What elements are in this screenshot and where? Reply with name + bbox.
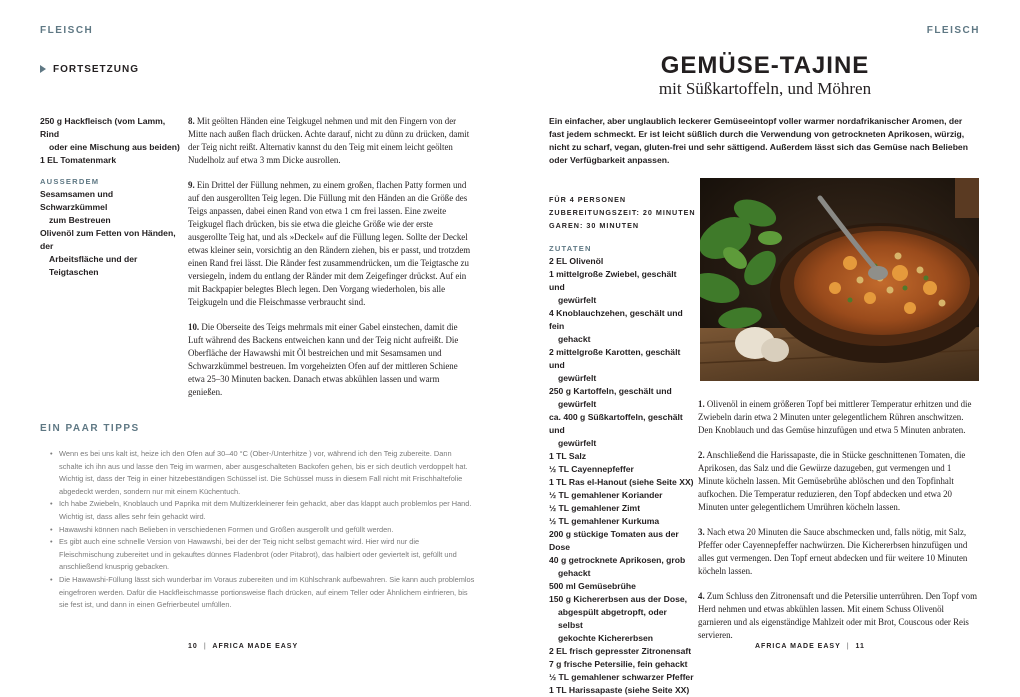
- ingredient-line: 7 g frische Petersilie, fein gehackt: [549, 659, 688, 669]
- right-ingredients: [549, 242, 694, 697]
- ingredient-line: oder eine Mischung aus beiden): [49, 142, 180, 152]
- ingredient-line: 4 Knoblauchzehen, geschält und fein: [549, 308, 683, 331]
- step-number: 1.: [698, 399, 705, 409]
- ingredient-line: 40 g getrocknete Aprikosen, grob: [549, 555, 686, 565]
- left-steps: [188, 115, 471, 411]
- step-text: Anschließend die Harissapaste, die in Stücke geschnittenen Tomaten, die Aprikosen, das Salz und die Gewürze dazugeben, gut vermengen und 1 Minute köcheln lassen. Mit Gemüsebrühe ablöschen und den Topfinhalt aufkochen. Die Temperatur reduzieren, den Topf abdecken und etwa 20 Minuten unter gelegentlichem Umrühren köcheln lassen.: [698, 450, 966, 512]
- left-ingredients: [40, 115, 180, 279]
- left-ingredient-list: [40, 115, 180, 167]
- step-paragraph: [698, 449, 978, 514]
- step-text: Die Oberseite des Teigs mehrmals mit einer Gabel einstechen, damit die Luft während des Backens entweichen kann und der Teig nicht aufreißt. Die Oberfläche der Hawawshi mit Öl bestreichen und mit Sesamsamen und Schwarzkümmel bestreuen. Im vorgeheizten Ofen auf der mittleren Schiene etwa 25–30 Minuten backen. Danach etwas abkühlen lassen und warm genießen.: [188, 322, 459, 397]
- ingredient-line: ½ TL gemahlener schwarzer Pfeffer: [549, 672, 694, 682]
- step-number: 3.: [698, 527, 705, 537]
- tip-item: • Hawawshi können nach Belieben in verschiedenen Formen und Größen ausgerollt und gefüllt werden.: [59, 524, 475, 537]
- right-section-header: FLEISCH: [926, 25, 980, 36]
- triangle-icon: [40, 65, 46, 73]
- step-text: Zum Schluss den Zitronensaft und die Petersilie unterrühren. Den Topf vom Herd nehmen und etwas abkühlen lassen. Mit einem Schuss Olivenöl garnieren und als eigenständige Mahlzeit oder mit Brot, Couscous oder Reis servieren.: [698, 591, 977, 640]
- ingredient-line: 2 EL Olivenöl: [549, 256, 604, 266]
- step-text: Mit geölten Händen eine Teigkugel nehmen und mit den Fingern von der Mitte nach außen flach drücken. Achte darauf, nicht zu dünn zu drücken, damit der Teig nicht reißt. Alternativ kannst du den Teig mit einem leicht geölten Nudelholz auf etwa 3 mm Dicke ausrollen.: [188, 116, 470, 165]
- ingredient-line: 1 EL Tomatenmark: [40, 155, 117, 165]
- ingredient-line: gekochte Kichererbsen: [558, 633, 654, 643]
- ingredient-line: Olivenöl zum Fetten von Händen, der: [40, 228, 176, 251]
- ingredient-line: 500 ml Gemüsebrühe: [549, 581, 636, 591]
- tip-item: • Die Hawawshi-Füllung lässt sich wunderbar im Voraus zubereiten und im Kühlschrank aufbewahren. Sie kann auch problemlos eingefroren werden. Dafür die Hackfleischmasse portionsweise flach drücken, auf einem Teller oder Ähnlichem einfrieren, bis sie fest ist, und dann in einen Gefrierbeutel umfüllen.: [59, 574, 475, 612]
- ingredient-line: gewürfelt: [558, 399, 597, 409]
- step-number: 4.: [698, 591, 705, 601]
- tip-item: • Wenn es bei uns kalt ist, heize ich den Ofen auf 30–40 °C (Ober-/Unterhitze ) vor, während ich den Teig zubereite. Dann schalte ich ihn aus und lasse den Teig im warmen, aber ausgeschalteten Backofen gehen, bis er sich deutlich verdoppelt hat. Wichtig ist, dass der Teig in einer hitzebeständigen Schüssel ist. Die Schüssel muss in diesem Fall nicht mit Frischhaltefolie abgedeckt werden, sondern nur mit einem Küchentuch.: [59, 448, 475, 498]
- step-text: Nach etwa 20 Minuten die Sauce abschmecken und, falls nötig, mit Salz, Pfeffer oder Cayennepfeffer nachwürzen. Die Kichererbsen hinzufügen und alles gut vermengen. Den Topf erneut abdecken und für weitere 10 Minuten köcheln lassen.: [698, 527, 968, 576]
- tip-item: • Ich habe Zwiebeln, Knoblauch und Paprika mit dem Multizerkleinerer fein gehackt, aber das klappt auch problemlos per Hand. Wichtig ist, dass alles sehr fein gehackt wird.: [59, 498, 475, 523]
- step-paragraph: [698, 398, 978, 437]
- recipe-subtitle: mit Süßkartoffeln, und Möhren: [658, 79, 872, 98]
- step-number: 10.: [188, 322, 200, 332]
- step-paragraph: [698, 526, 978, 578]
- ingredient-line: gehackt: [558, 568, 591, 578]
- step-text: Ein Drittel der Füllung nehmen, zu einem großen, flachen Patty formen und auf den ausgerollten Teig legen. Die Füllung mit den Händen an die Größe des Teigs anpassen, dabei einen Rand von etwa 1 cm frei lassen. Eine zweite Teigkugel flach drücken, bis sie etwa die gleiche Größe wie der erste ausgerollte Teig hat, und als »Deckel« auf die Füllung legen. Sollte der Deckel etwas kleiner sein, vorsichtig an den Rändern ziehen, bis er passt, und trotzdem einen Rand frei lässt. Die Ränder fest zusammendrücken, um die Teigtasche zu versiegeln, indem du entlang der Ränder mit dem Zeigefinger drückst. Auf ein mit Backpapier belegtes Blech legen. Den Vorgang wiederholen, bis alle Teigkugeln und die Fleischmasse verbraucht sind.: [188, 180, 471, 307]
- step-paragraph: [698, 590, 978, 642]
- extra-heading: AUSSERDEM: [40, 177, 100, 186]
- recipe-title: GEMÜSE-TAJINE: [660, 52, 870, 79]
- right-ingredient-list: [549, 255, 694, 697]
- continued-label: [40, 64, 139, 75]
- left-footer: 10 | AFRICA MADE EASY: [188, 643, 299, 650]
- ingredient-line: 1 TL Ras el-Hanout (siehe Seite XX): [549, 477, 694, 487]
- step-text: Olivenöl in einem größeren Topf bei mittlerer Temperatur erhitzen und die Zwiebeln darin etwa 2 Minuten unter gelegentlichem Rühren anschwitzen. Den Knoblauch und das Gemüse hinzufügen und etwa 5 Minuten anbraten.: [698, 399, 972, 435]
- ingredient-line: 250 g Hackfleisch (vom Lamm, Rind: [40, 116, 166, 139]
- step-number: 2.: [698, 450, 705, 460]
- extra-ingredient-list: [40, 188, 180, 279]
- ingredient-line: gehackt: [558, 334, 591, 344]
- ingredient-line: ca. 400 g Süßkartoffeln, geschält und: [549, 412, 683, 435]
- ingredient-line: 250 g Kartoffeln, geschält und: [549, 386, 672, 396]
- ingredient-line: 150 g Kichererbsen aus der Dose,: [549, 594, 688, 604]
- ingredient-line: 1 TL Harissapaste (siehe Seite XX): [549, 685, 690, 695]
- left-book-title: AFRICA MADE EASY: [212, 643, 299, 650]
- step-paragraph: [188, 321, 471, 399]
- right-footer: AFRICA MADE EASY | 11: [755, 643, 865, 650]
- tips-heading: EIN PAAR TIPPS: [40, 423, 140, 434]
- tajine-photo-illustration: [700, 178, 979, 381]
- servings: FÜR 4 PERSONEN: [549, 195, 627, 204]
- ingredients-heading: ZUTATEN: [549, 244, 592, 253]
- continued-text: FORTSETZUNG: [53, 64, 139, 75]
- tip-item: • Es gibt auch eine schnelle Version von Hawawshi, bei der der Teig nicht selbst gemacht wird. Hier wird nur die Fleischmischung zubereitet und in gekauftes dünnes Fladenbrot (oder Pitabrot), das halbiert oder geviertelt ist, gefüllt und anschließend knusprig gebacken.: [59, 536, 475, 574]
- ingredient-line: ½ TL Cayennepfeffer: [549, 464, 634, 474]
- ingredient-line: ½ TL gemahlener Kurkuma: [549, 516, 660, 526]
- ingredient-line: 200 g stückige Tomaten aus der Dose: [549, 529, 679, 552]
- ingredient-line: gewürfelt: [558, 438, 597, 448]
- cook-time: GAREN: 30 MINUTEN: [549, 221, 640, 230]
- tips-list: [50, 448, 475, 612]
- ingredient-line: gewürfelt: [558, 373, 597, 383]
- recipe-photo: [700, 178, 979, 381]
- step-number: 8.: [188, 116, 195, 126]
- right-book-title: AFRICA MADE EASY: [755, 643, 841, 650]
- ingredient-line: 1 mittelgroße Zwiebel, geschält und: [549, 269, 677, 292]
- step-paragraph: [188, 115, 471, 167]
- ingredient-line: 2 EL frisch gepresster Zitronensaft: [549, 646, 692, 656]
- right-page-number: 11: [855, 643, 865, 650]
- ingredient-line: ½ TL gemahlener Zimt: [549, 503, 641, 513]
- left-page-number: 10: [188, 643, 198, 650]
- step-number: 9.: [188, 180, 195, 190]
- ingredient-line: abgespült abgetropft, oder selbst: [558, 607, 667, 630]
- right-steps: [698, 398, 978, 654]
- ingredient-line: zum Bestreuen: [49, 215, 111, 225]
- ingredient-line: ½ TL gemahlener Koriander: [549, 490, 663, 500]
- step-paragraph: [188, 179, 471, 309]
- prep-time: ZUBEREITUNGSZEIT: 20 MINUTEN: [549, 208, 696, 217]
- left-section-header: FLEISCH: [40, 25, 94, 36]
- ingredient-line: 1 TL Salz: [549, 451, 587, 461]
- ingredient-line: Sesamsamen und Schwarzkümmel: [40, 189, 114, 212]
- ingredient-line: Arbeitsfläche und der Teigtaschen: [49, 254, 138, 277]
- ingredient-line: gewürfelt: [558, 295, 597, 305]
- ingredient-line: 2 mittelgroße Karotten, geschält und: [549, 347, 681, 370]
- recipe-meta: [549, 193, 699, 232]
- tips-box: [50, 448, 475, 612]
- recipe-intro: Ein einfacher, aber unglaublich leckerer Gemüseeintopf voller warmer nordafrikanischer Aromen, der fast jedem schmeckt. Er ist leicht süßlich durch die Verwendung von getrockneten Aprikosen, würzig, nicht zu scharf, vegan, gluten-frei und sehr sättigend. Außerdem lässt sich das Gemüse nach Belieben oder Verfügbarkeit anpassen.: [549, 116, 968, 165]
